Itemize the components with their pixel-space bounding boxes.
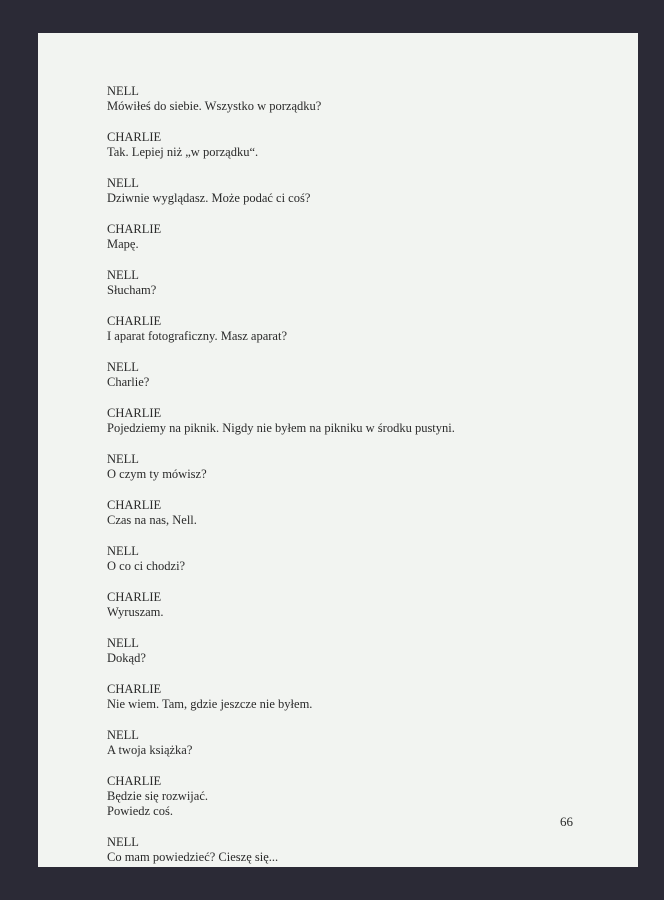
dialogue-line: A twoja książka? — [107, 743, 193, 757]
dialogue-line: Charlie? — [107, 375, 150, 389]
dialogue-line: Dokąd? — [107, 651, 146, 665]
speaker-name: CHARLIE — [107, 130, 162, 144]
dialogue-block — [107, 636, 607, 666]
dialogue-block — [107, 222, 607, 252]
dialogue-line: Pojedziemy na piknik. Nigdy nie byłem na pikniku w środku pustyni. — [107, 421, 455, 435]
dialogue-line: Wyruszam. — [107, 605, 164, 619]
speaker-name: CHARLIE — [107, 498, 162, 512]
dialogue-block — [107, 176, 607, 206]
dialogue-line: O co ci chodzi? — [107, 559, 186, 573]
speaker-name: CHARLIE — [107, 222, 162, 236]
speaker-name: NELL — [107, 176, 139, 190]
dialogue-block — [107, 728, 607, 758]
document-page — [38, 33, 638, 867]
speaker-name: NELL — [107, 268, 139, 282]
dialogue-line: Tak. Lepiej niż „w porządku“. — [107, 145, 259, 159]
dialogue-line: Mówiłeś do siebie. Wszystko w porządku? — [107, 99, 322, 113]
dialogue-line: Co mam powiedzieć? Cieszę się... — [107, 850, 279, 864]
speaker-name: CHARLIE — [107, 314, 162, 328]
dialogue-block — [107, 498, 607, 528]
dialogue-line: Dziwnie wyglądasz. Może podać ci coś? — [107, 191, 311, 205]
dialogue-line: Słucham? — [107, 283, 157, 297]
dialogue-line: Czas na nas, Nell. — [107, 513, 197, 527]
speaker-name: NELL — [107, 544, 139, 558]
speaker-name: CHARLIE — [107, 682, 162, 696]
dialogue-block — [107, 774, 607, 819]
dialogue-line: O czym ty mówisz? — [107, 467, 207, 481]
speaker-name: CHARLIE — [107, 590, 162, 604]
dialogue-block — [107, 590, 607, 620]
dialogue-block — [107, 682, 607, 712]
speaker-name: NELL — [107, 636, 139, 650]
speaker-name: NELL — [107, 360, 139, 374]
dialogue-block — [107, 544, 607, 574]
speaker-name: CHARLIE — [107, 774, 162, 788]
dialogue-block — [107, 268, 607, 298]
dialogue-block — [107, 314, 607, 344]
dialogue-line: Mapę. — [107, 237, 139, 251]
page-number: 66 — [560, 814, 573, 829]
dialogue-block — [107, 452, 607, 482]
dialogue-line: Będzie się rozwijać. — [107, 789, 208, 803]
script-body — [107, 84, 607, 881]
speaker-name: NELL — [107, 452, 139, 466]
dialogue-line: Nie wiem. Tam, gdzie jeszcze nie byłem. — [107, 697, 313, 711]
dialogue-block — [107, 130, 607, 160]
speaker-name: NELL — [107, 835, 139, 849]
dialogue-block — [107, 84, 607, 114]
dialogue-block — [107, 360, 607, 390]
speaker-name: CHARLIE — [107, 406, 162, 420]
dialogue-block — [107, 835, 607, 865]
dialogue-line: I aparat fotograficzny. Masz aparat? — [107, 329, 287, 343]
dialogue-line: Powiedz coś. — [107, 804, 173, 818]
speaker-name: NELL — [107, 728, 139, 742]
dialogue-block — [107, 406, 607, 436]
speaker-name: NELL — [107, 84, 139, 98]
